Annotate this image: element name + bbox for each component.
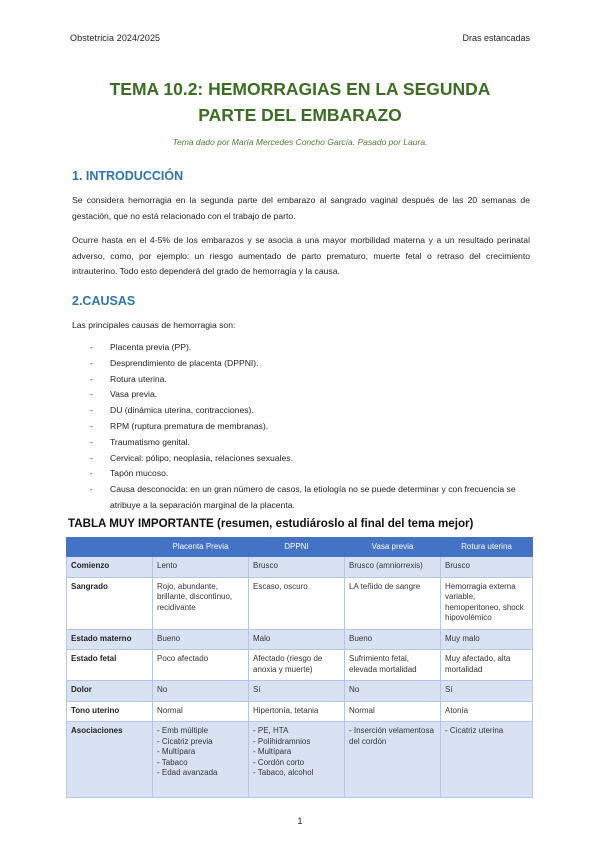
list-item: - Cervical: pólipo, neoplasia, relaciones sexuales.: [90, 452, 293, 463]
table-cell: Normal: [153, 701, 249, 722]
table-cell: Brusco (amniorrexis): [345, 557, 441, 578]
header-cell: Placenta Previa: [153, 538, 249, 557]
list-item: - DU (dinámica uterina, contracciones).: [90, 405, 254, 416]
title-line-2: PARTE DEL EMBARAZO: [198, 105, 402, 125]
list-item: - Traumatismo genital.: [90, 436, 190, 447]
table-cell: Lento: [153, 557, 249, 578]
list-item: - Placenta previa (PP).: [90, 342, 192, 352]
subtitle: Tema dado por María Mercedes Concho García. Pasado por Laura.: [172, 137, 428, 147]
table-cell: - Emb múltiple - Cicatriz previa - Multípara - Tabaco - Edad avanzada: [153, 722, 249, 798]
row-header: Comienzo: [67, 557, 153, 578]
row-header: Estado materno: [67, 629, 153, 650]
table-cell: Normal: [345, 701, 441, 722]
table-row: [67, 681, 533, 702]
table-row: [67, 577, 533, 629]
table-cell: - PE, HTA - Polihidramnios - Multípara - Cordón corto - Tabaco, alcohol: [249, 722, 345, 798]
row-header: Estado fetal: [67, 650, 153, 681]
heading-introduction: 1. INTRODUCCIÓN: [72, 169, 184, 183]
table-cell: Atonía: [441, 701, 533, 722]
list-item: - Vasa previa.: [90, 389, 158, 400]
header-cell: Vasa previa: [345, 538, 441, 557]
table-cell: - Cicatriz uterina: [441, 722, 533, 798]
table-cell: Poco afectado: [153, 650, 249, 681]
table-row: [67, 650, 533, 681]
row-header: Dolor: [67, 681, 153, 702]
header-course: Obstetricia 2024/2025: [70, 33, 161, 43]
heading-causes: 2.CAUSAS: [72, 294, 136, 308]
table-cell: Hipertonía, tetania: [249, 701, 345, 722]
page-number: 1: [297, 816, 303, 826]
table-cell: Hemorragia externa variable, hemoperitoneo, shock hipovolémico: [441, 577, 533, 629]
causes-lead: Las principales causas de hemorragia son:: [72, 320, 236, 330]
header-authors: Dras estancadas: [462, 33, 530, 43]
list-item: - Rotura uterina.: [90, 373, 167, 384]
list-item: - RPM (ruptura prematura de membranas).: [90, 420, 269, 431]
row-header: Sangrado: [67, 577, 153, 629]
table-title: TABLA MUY IMPORTANTE (resumen, estudiároslo al final del tema mejor): [68, 517, 474, 530]
header-cell: [67, 538, 153, 557]
table-cell: Malo: [249, 629, 345, 650]
table-cell: Escaso, oscuro: [249, 577, 345, 629]
intro-paragraph-2: Ocurre hasta en el 4-5% de los embarazos y se asocia a una mayor morbilidad materna y a un resultado perinatal adverso, como, por ejemplo: un riesgo aumentado de parto prematuro, muerte fetal o retraso del crecimiento intrauterino. Todo esto dependerá del grado de hemorragia y la causa.: [72, 235, 530, 276]
list-item: - Tapón mucoso.: [90, 468, 169, 479]
table-cell: - Inserción velamentosa del cordón: [345, 722, 441, 798]
table-cell: Sí: [249, 681, 345, 702]
table-cell: Afectado (riesgo de anoxia y muerte): [249, 650, 345, 681]
table-cell: No: [345, 681, 441, 702]
table-cell: Muy malo: [441, 629, 533, 650]
list-item: - Desprendimiento de placenta (DPPNI).: [90, 357, 259, 368]
table-cell: Brusco: [441, 557, 533, 578]
table-row: [67, 701, 533, 722]
header-cell: Rotura uterina: [441, 538, 533, 557]
table-cell: Sufrimiento fetal, elevada mortalidad: [345, 650, 441, 681]
summary-table: [66, 537, 533, 798]
causes-list: [90, 340, 530, 514]
table-cell: Bueno: [345, 629, 441, 650]
table-row: [67, 722, 533, 798]
header-cell: DPPNI: [249, 538, 345, 557]
row-header: Tono uterino: [67, 701, 153, 722]
row-header: Asociaciones: [67, 722, 153, 798]
page-title: [60, 76, 540, 128]
table-cell: Bueno: [153, 629, 249, 650]
table-row: [67, 557, 533, 578]
table-cell: LA teñido de sangre: [345, 577, 441, 629]
title-line-1: TEMA 10.2: HEMORRAGIAS EN LA SEGUNDA: [109, 79, 491, 99]
table-cell: Muy afectado, alta mortalidad: [441, 650, 533, 681]
table-header-row: [67, 538, 533, 557]
table-cell: No: [153, 681, 249, 702]
table-row: [67, 629, 533, 650]
table-cell: Brusco: [249, 557, 345, 578]
list-item: - Causa desconocida: en un gran número de casos, la etiología no se puede determinar y con frecuencia se atribuye a la separación marginal de la placenta.: [90, 484, 516, 510]
table-cell: Rojo, abundante, brillante, discontinuo, recidivante: [153, 577, 249, 629]
intro-paragraph-1: Se considera hemorragia en la segunda parte del embarazo al sangrado vaginal después de las 20 semanas de gestación, que no está relacionado con el trabajo de parto.: [72, 195, 530, 221]
table-cell: Sí: [441, 681, 533, 702]
